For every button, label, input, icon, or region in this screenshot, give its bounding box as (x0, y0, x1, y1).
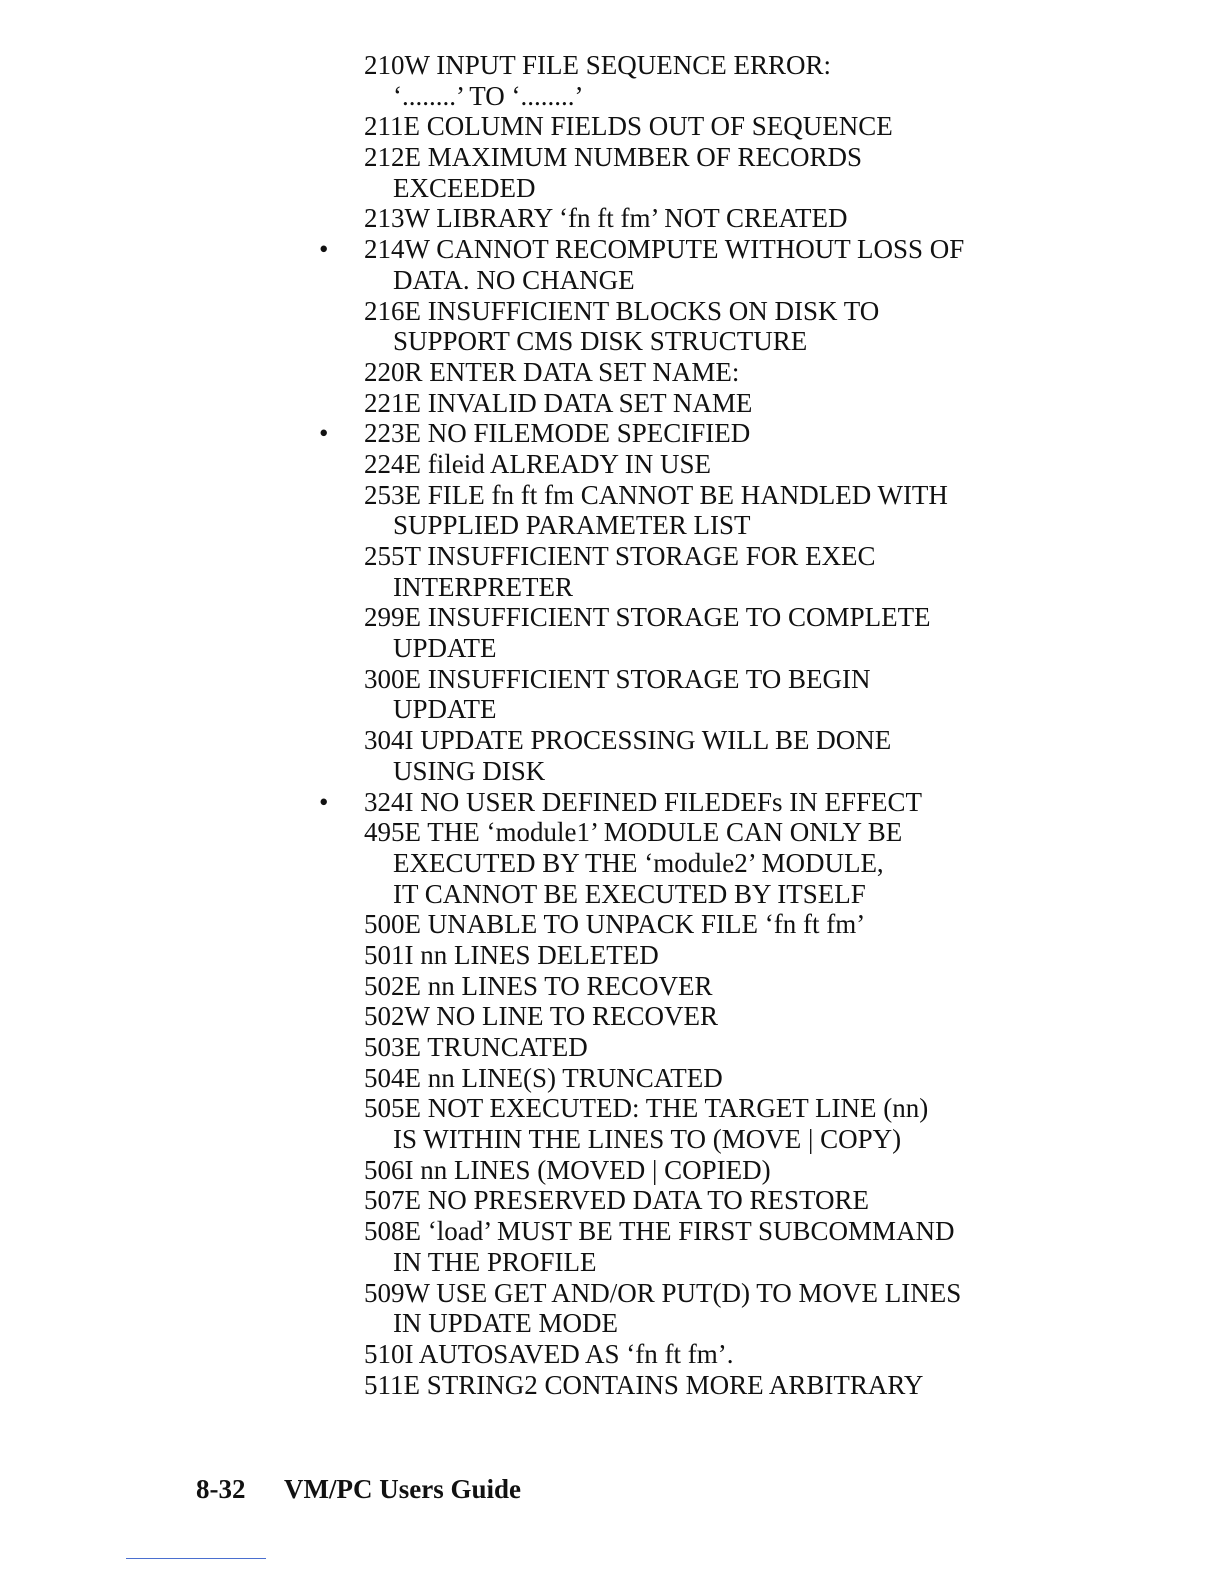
message-text: 220R ENTER DATA SET NAME: (364, 356, 740, 387)
message-entry (364, 1216, 1044, 1277)
message-entry (364, 1063, 1044, 1094)
message-text: 495E THE ‘module1’ MODULE CAN ONLY BE (364, 817, 903, 848)
message-continuation: ‘........’ TO ‘........’ (393, 80, 584, 111)
message-text: 508E ‘load’ MUST BE THE FIRST SUBCOMMAND (364, 1216, 955, 1247)
message-entry (364, 480, 1044, 541)
message-entry (364, 1093, 1044, 1154)
message-entry (364, 664, 1044, 725)
message-text: 324I NO USER DEFINED FILEDEFs IN EFFECT (364, 786, 923, 817)
message-entry (364, 449, 1044, 480)
message-text: 216E INSUFFICIENT BLOCKS ON DISK TO (364, 295, 880, 326)
message-entry (364, 142, 1044, 203)
message-text: 221E INVALID DATA SET NAME (364, 387, 753, 418)
message-text: 505E NOT EXECUTED: THE TARGET LINE (nn) (364, 1093, 929, 1124)
message-text: 214W CANNOT RECOMPUTE WITHOUT LOSS OF (364, 234, 965, 265)
message-text: 504E nn LINE(S) TRUNCATED (364, 1062, 723, 1093)
message-entry (364, 940, 1044, 971)
message-entry (364, 111, 1044, 142)
message-text: 253E FILE fn ft fm CANNOT BE HANDLED WITH (364, 479, 948, 510)
message-continuation: IS WITHIN THE LINES TO (MOVE | COPY) (393, 1124, 902, 1155)
message-entry (364, 357, 1044, 388)
message-text: 300E INSUFFICIENT STORAGE TO BEGIN (364, 663, 871, 694)
message-entry (364, 1155, 1044, 1186)
book-title: VM/PC Users Guide (284, 1474, 521, 1504)
message-entry (319, 786, 1044, 818)
message-continuation: USING DISK (393, 755, 546, 786)
message-text: 210W INPUT FILE SEQUENCE ERROR: (364, 50, 832, 80)
message-continuation: UPDATE (393, 633, 497, 664)
message-text: 304I UPDATE PROCESSING WILL BE DONE (364, 725, 892, 756)
message-text: 223E NO FILEMODE SPECIFIED (364, 418, 751, 449)
message-continuation: EXCEEDED (393, 172, 536, 203)
message-entry (364, 602, 1044, 663)
message-continuation: SUPPORT CMS DISK STRUCTURE (393, 326, 808, 357)
change-bullet-icon: • (319, 234, 329, 265)
message-entry (364, 1032, 1044, 1063)
message-entry (364, 1278, 1044, 1339)
message-entry (364, 971, 1044, 1002)
message-text: 506I nn LINES (MOVED | COPIED) (364, 1154, 771, 1185)
message-text: 509W USE GET AND/OR PUT(D) TO MOVE LINES (364, 1277, 962, 1308)
message-entry (364, 909, 1044, 940)
message-continuation: INTERPRETER (393, 571, 573, 602)
change-bullet-icon: • (319, 786, 329, 817)
message-text: 213W LIBRARY ‘fn ft fm’ NOT CREATED (364, 203, 848, 234)
message-entry (364, 50, 1044, 111)
message-text: 502W NO LINE TO RECOVER (364, 1001, 718, 1032)
message-entry (319, 234, 1044, 295)
message-entry (364, 1001, 1044, 1032)
message-entry (364, 203, 1044, 234)
message-continuation: IN UPDATE MODE (393, 1308, 618, 1339)
message-entry (364, 1339, 1044, 1370)
message-continuation: UPDATE (393, 694, 497, 725)
message-entry (364, 1185, 1044, 1216)
message-text: 211E COLUMN FIELDS OUT OF SEQUENCE (364, 111, 893, 142)
message-entry (364, 541, 1044, 602)
message-entry (364, 817, 1044, 909)
message-entry (364, 1370, 1044, 1401)
message-text: 255T INSUFFICIENT STORAGE FOR EXEC (364, 541, 876, 571)
message-text: 511E STRING2 CONTAINS MORE ARBITRARY (364, 1369, 924, 1400)
message-entry (364, 296, 1044, 357)
page-number: 8-32 (196, 1474, 246, 1504)
message-text: 510I AUTOSAVED AS ‘fn ft fm’. (364, 1338, 734, 1369)
change-bullet-icon: • (319, 418, 329, 449)
message-list (319, 50, 1044, 1400)
message-continuation: DATA. NO CHANGE (393, 264, 635, 295)
message-text: 507E NO PRESERVED DATA TO RESTORE (364, 1185, 869, 1216)
scan-edge-line (126, 1558, 266, 1559)
message-text: 503E TRUNCATED (364, 1032, 588, 1062)
message-continuation: EXECUTED BY THE ‘module2’ MODULE, (393, 847, 884, 878)
message-text: 224E fileid ALREADY IN USE (364, 448, 711, 479)
message-entry (364, 388, 1044, 419)
message-text: 502E nn LINES TO RECOVER (364, 970, 713, 1001)
message-continuation: IT CANNOT BE EXECUTED BY ITSELF (393, 878, 866, 909)
message-text: 299E INSUFFICIENT STORAGE TO COMPLETE (364, 602, 931, 633)
message-entry (319, 418, 1044, 449)
message-continuation: SUPPLIED PARAMETER LIST (393, 510, 751, 541)
message-entry (364, 725, 1044, 786)
page-footer (196, 1474, 521, 1505)
message-text: 500E UNABLE TO UNPACK FILE ‘fn ft fm’ (364, 909, 866, 940)
message-text: 501I nn LINES DELETED (364, 939, 659, 970)
message-continuation: IN THE PROFILE (393, 1246, 597, 1277)
message-text: 212E MAXIMUM NUMBER OF RECORDS (364, 142, 863, 173)
